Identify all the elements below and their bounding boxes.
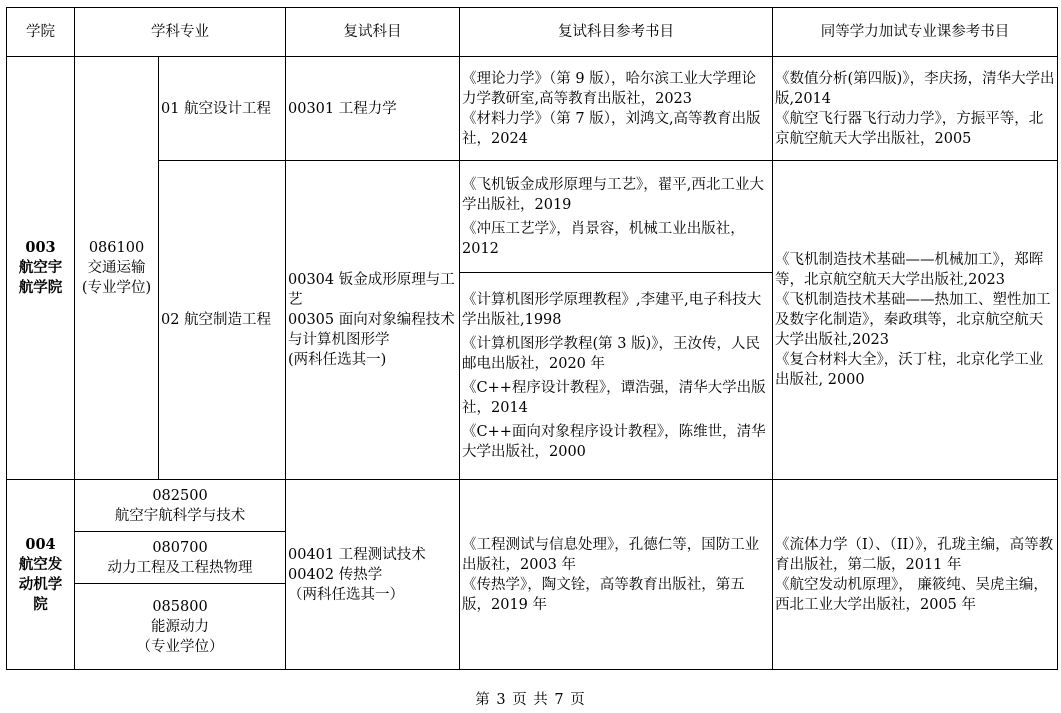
major-type: (专业学位) — [81, 280, 152, 296]
header-subject: 复试科目 — [286, 8, 460, 57]
subject-line: 00304 钣金成形原理与工艺 — [288, 272, 455, 308]
book-entry: 《航空发动机原理》， 廉筱纯、吴虎主编，西北工业大学出版社，2005 年 — [775, 576, 1048, 613]
book-entry: 《冲压工艺学》，肖景容，机械工业出版社，2012 — [462, 220, 745, 257]
college-name-line: 航学院 — [18, 279, 63, 296]
major-type: （专业学位） — [136, 638, 224, 655]
major-code: 085800 — [152, 598, 208, 615]
major-name: 航空宇航科学与技术 — [114, 507, 246, 524]
major-code: 086100 — [88, 240, 145, 256]
ref-books-cell — [460, 57, 773, 161]
table-header-row — [7, 8, 1058, 57]
college-name-line: 航空宇 — [18, 259, 63, 276]
header-major: 学科专业 — [75, 8, 286, 57]
subject-line: 00402 传热学 — [288, 566, 383, 583]
table-row — [7, 480, 1058, 532]
subject-line: 00401 工程测试技术 — [288, 546, 426, 563]
book-entry: 《航空飞行器飞行动力学》，方振平等，北京航空航天大学出版社，2005 — [775, 110, 1044, 147]
book-entry: 《工程测试与信息处理》，孔德仁等，国防工业出版社，2003 年 — [462, 536, 760, 573]
college-004 — [7, 480, 75, 670]
header-equiv-books: 同等学力加试专业课参考书目 — [773, 8, 1058, 57]
header-ref-books: 复试科目参考书目 — [460, 8, 773, 57]
book-entry: 《飞机制造技术基础——热加工、塑性加工及数字化制造》，秦政琪等，北京航空航天大学出版社,2023 — [775, 292, 1051, 348]
major-code: 082500 — [152, 487, 208, 504]
major-080700 — [75, 532, 286, 584]
college-name-line: 航空发 — [18, 555, 63, 573]
book-entry: 《材料力学》（第 7 版），刘鸿文,高等教育出版社，2024 — [462, 110, 761, 147]
major-085800 — [75, 584, 286, 670]
subject-line: （两科任选其一） — [288, 586, 404, 603]
direction-02: 02 航空制造工程 — [159, 161, 286, 480]
equiv-books-cell — [773, 480, 1058, 670]
ref-books-cell — [460, 161, 773, 273]
major-code: 080700 — [152, 539, 208, 556]
direction-01: 01 航空设计工程 — [159, 57, 286, 161]
book-entry: 《C++面向对象程序设计教程》，陈维世，清华大学出版社，2000 — [462, 424, 766, 460]
major-name: 交通运输 — [87, 260, 146, 276]
subject-line: 00305 面向对象编程技术与计算机图形学 — [288, 312, 455, 348]
table-row — [7, 57, 1058, 161]
book-entry: 《传热学》，陶文铨，高等教育出版社，第五版，2019 年 — [462, 576, 745, 613]
major-086100 — [75, 57, 159, 480]
subject-line: (两科任选其一) — [288, 352, 387, 368]
major-082500 — [75, 480, 286, 532]
header-college: 学院 — [7, 8, 75, 57]
equiv-books-cell — [773, 57, 1058, 161]
exam-table — [6, 7, 1058, 670]
major-name: 动力工程及工程热物理 — [107, 559, 253, 576]
major-name: 能源动力 — [151, 618, 209, 635]
college-code: 003 — [25, 239, 56, 256]
college-name-line: 院 — [33, 595, 48, 613]
ref-books-cell — [460, 480, 773, 670]
equiv-books-cell — [773, 161, 1058, 480]
book-entry: 《计算机图形学原理教程》,李建平,电子科技大学出版社,1998 — [462, 292, 762, 328]
book-entry: 《理论力学》（第 9 版），哈尔滨工业大学理论力学教研室,高等教育出版社，2023 — [462, 70, 756, 107]
college-code: 004 — [25, 535, 56, 553]
book-entry: 《计算机图形学教程(第 3 版)》，王汝传，人民邮电出版社，2020 年 — [462, 336, 761, 372]
table-row — [7, 161, 1058, 273]
book-entry: 《飞机钣金成形原理与工艺》，翟平,西北工业大学出版社，2019 — [462, 176, 764, 213]
page-number: 第 3 页 共 7 页 — [475, 692, 586, 708]
college-name-line: 动机学 — [18, 575, 63, 593]
book-entry: 《数值分析(第四版)》，李庆扬，清华大学出版,2014 — [775, 70, 1055, 107]
subject-00301: 00301 工程力学 — [286, 57, 460, 161]
book-entry: 《流体力学（I）、（II）》，孔珑主编，高等教育出版社，第二版，2011 年 — [775, 536, 1054, 573]
ref-books-cell — [460, 273, 773, 480]
college-003 — [7, 57, 75, 480]
subject-00401-00402 — [286, 480, 460, 670]
book-entry: 《C++程序设计教程》，谭浩强，清华大学出版社，2014 — [462, 380, 766, 416]
subject-00304-00305 — [286, 161, 460, 480]
book-entry: 《复合材料大全》，沃丁柱，北京化学工业出版社, 2000 — [775, 352, 1044, 388]
book-entry: 《飞机制造技术基础——机械加工》，郑晖等，北京航空航天大学出版社,2023 — [775, 252, 1044, 288]
